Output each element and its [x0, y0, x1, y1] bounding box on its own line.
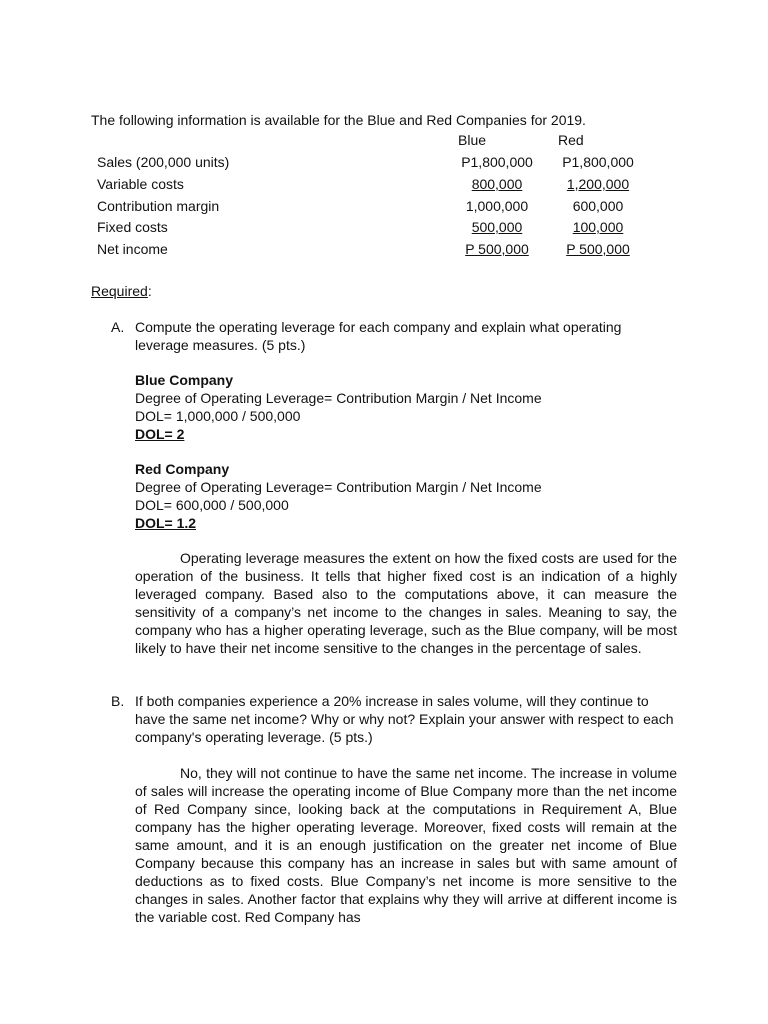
answer-a-text: Operating leverage measures the extent on how the fixed costs are used for the operation of the business. It tells that higher fixed cost is an indication of a highly leveraged company. Based also to the computations above, it can measure the sensitivity of a company’s net income to the changes in sales. Meaning to say, the company who has a higher operating leverage, such as the Blue company, will be most likely to have their net income sensitive to the changes in the percentage of sales.	[135, 550, 677, 656]
blue-company-section	[135, 371, 677, 443]
row-label: Contribution margin	[97, 198, 220, 214]
red-dol-calc: DOL= 600,000 / 500,000	[135, 497, 289, 513]
red-dol-formula: Degree of Operating Leverage= Contribution Margin / Net Income	[135, 479, 542, 495]
blue-value: P1,800,000	[461, 154, 533, 170]
question-b-marker: B.	[111, 693, 125, 709]
table-row	[0, 175, 768, 193]
blue-value: 800,000	[471, 176, 523, 192]
row-label: Variable costs	[97, 176, 184, 192]
red-dol-result: DOL= 1.2	[135, 515, 197, 531]
intro-text: The following information is available for the Blue and Red Companies for 2019.	[91, 112, 586, 128]
blue-value: P 500,000	[465, 241, 529, 257]
column-header-red: Red	[558, 132, 584, 148]
row-label: Sales (200,000 units)	[97, 154, 230, 170]
red-value: 600,000	[572, 198, 624, 214]
answer-b-paragraph	[135, 764, 677, 926]
red-company-title: Red Company	[135, 461, 230, 477]
red-value: P1,800,000	[562, 154, 634, 170]
red-company-section	[135, 460, 677, 532]
red-value: 100,000	[572, 219, 624, 235]
blue-dol-formula: Degree of Operating Leverage= Contribution Margin / Net Income	[135, 390, 542, 406]
blue-value: 1,000,000	[465, 198, 529, 214]
question-b-text: If both companies experience a 20% increase in sales volume, will they continue to have the same net income? Why or why not? Explain your answer with respect to each company's operating leverage. (5 pts.)	[135, 693, 674, 745]
answer-a-paragraph	[135, 549, 677, 657]
question-a-text: Compute the operating leverage for each company and explain what operating leverage measures. (5 pts.)	[135, 319, 622, 353]
table-row	[0, 218, 768, 236]
required-colon: :	[147, 283, 152, 299]
answer-b-text: No, they will not continue to have the same net income. The increase in volume of sales will increase the operating income of Blue Company more than the net income of Red Company since, looking back at the computations in Requirement A, Blue company has the higher operating leverage. Moreover, fixed costs will remain at the same amount, and it is an enough justification on the greater net income of Blue Company because this company has an increase in sales but with same amount of deductions as to fixed costs. Blue Company’s net income is more sensitive to the changes in sales. Another factor that explains why they will arrive at different income is the variable cost. Red Company has	[135, 765, 677, 925]
question-a-marker: A.	[111, 319, 125, 335]
blue-dol-calc: DOL= 1,000,000 / 500,000	[135, 408, 301, 424]
table-header-row	[0, 131, 768, 149]
blue-company-title: Blue Company	[135, 372, 234, 388]
row-label: Fixed costs	[97, 219, 168, 235]
required-heading	[91, 282, 152, 300]
blue-dol-result: DOL= 2	[135, 426, 185, 442]
row-label: Net income	[97, 241, 168, 257]
required-label: Required	[91, 283, 148, 299]
table-row	[0, 153, 768, 171]
blue-value: 500,000	[471, 219, 523, 235]
red-value: P 500,000	[566, 241, 630, 257]
table-row	[0, 197, 768, 215]
table-row	[0, 240, 768, 258]
column-header-blue: Blue	[458, 132, 487, 148]
red-value: 1,200,000	[566, 176, 630, 192]
